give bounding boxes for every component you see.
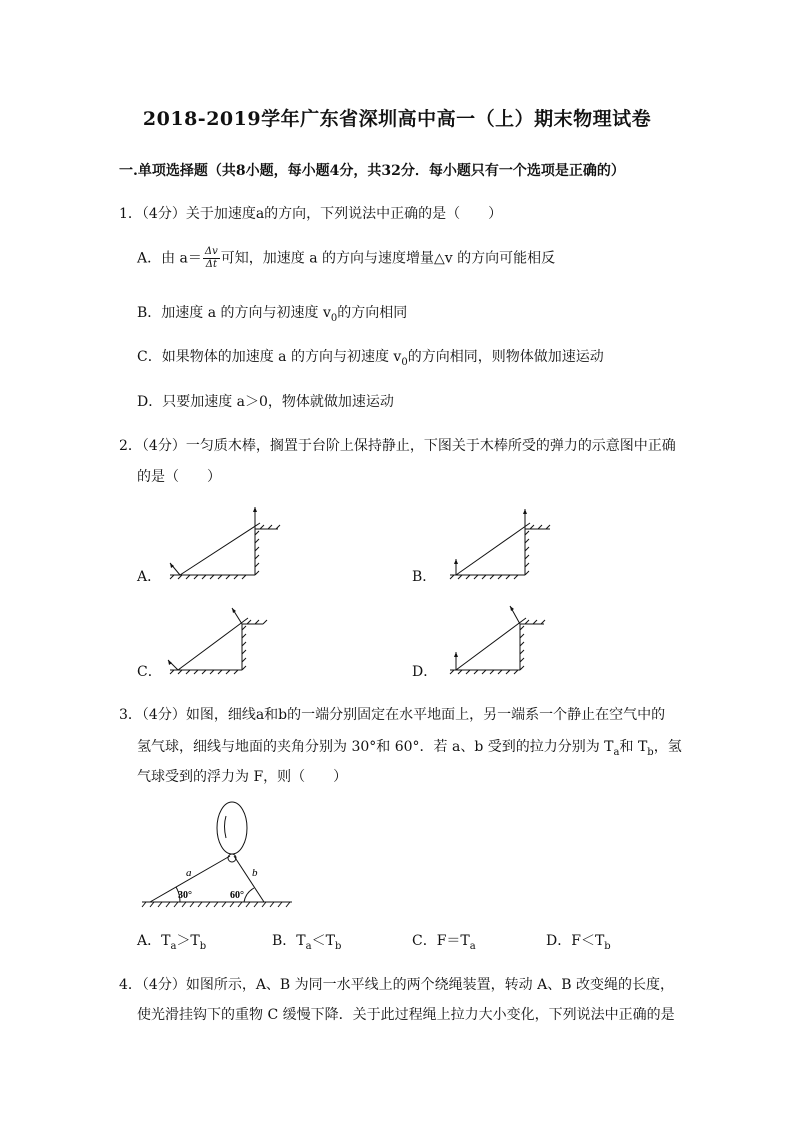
q3-option-a: A．$T_a>T_b$	[137, 933, 207, 952]
q3-balloon-figure	[140, 798, 295, 913]
q3-option-d: D．$F<T_b$	[546, 933, 611, 952]
q2-figure-b	[440, 505, 565, 585]
q2-stem-line2: 的是（ ）	[137, 469, 221, 485]
q1-option-b: B．加速度 a 的方向与初速度 $v_0$的方向相同	[137, 305, 408, 324]
q3-stem-line1: 3．（4分）如图，细线a和b的一端分别固定在水平地面上，另一端系一个静止在空气中的	[119, 707, 666, 723]
q2-label-a: A．	[137, 569, 162, 585]
label-30: 30°	[178, 890, 192, 901]
page-title: 2018-2019学年广东省深圳高中高一（上）期末物理试卷	[142, 108, 652, 130]
q1-option-c: C．如果物体的加速度 a 的方向与初速度 $v_0$的方向相同，则物体做加速运动	[137, 349, 604, 368]
fraction: $\frac{\Delta v}{\Delta t}$	[204, 246, 218, 270]
q2-stem-line1: 2．（4分）一匀质木棒，搁置于台阶上保持静止，下图关于木棒所受的弹力的示意图中正确	[119, 438, 676, 454]
q2-label-d: D．	[412, 664, 438, 680]
q2-label-c: C．	[137, 664, 162, 680]
q2-figure-a	[160, 505, 285, 585]
q2-label-b: B．	[412, 569, 437, 585]
q2-figure-c	[160, 600, 285, 680]
section-heading: 一.单项选择题（共8小题，每小题4分，共32分．每小题只有一个选项是正确的）	[119, 163, 625, 179]
label-a: a	[186, 867, 192, 879]
q3-option-b: B．$T_a<T_b$	[272, 933, 342, 952]
q4-stem-line2: 使光滑挂钩下的重物 C 缓慢下降．关于此过程绳上拉力大小变化，下列说法中正确的是	[137, 1007, 675, 1023]
q1-stem: 1．（4分）关于加速度a的方向，下列说法中正确的是（ ）	[119, 206, 503, 222]
q3-stem-line2: 氢气球，细线与地面的夹角分别为 30°和 60°．若 a、b 受到的拉力分别为 $T_a$和 $T_b$，氢	[137, 739, 682, 758]
label-60: 60°	[230, 890, 244, 901]
q1-option-a: A．由 a＝ $\frac{\Delta v}{\Delta t}$ 可知，加速度 a 的方向与速度增量△v 的方向可能相反	[137, 246, 556, 270]
q3-stem-line3: 气球受到的浮力为 F，则（ ）	[137, 769, 348, 785]
q4-stem-line1: 4．（4分）如图所示，A、B 为同一水平线上的两个绕绳装置，转动 A、B 改变绳的长度，	[119, 977, 674, 993]
q2-figure-d	[440, 600, 565, 680]
q1-option-d: D．只要加速度 a＞0，物体就做加速运动	[137, 394, 394, 410]
label-b: b	[252, 867, 258, 879]
q3-option-c: C．$F=T_a$	[412, 933, 476, 952]
